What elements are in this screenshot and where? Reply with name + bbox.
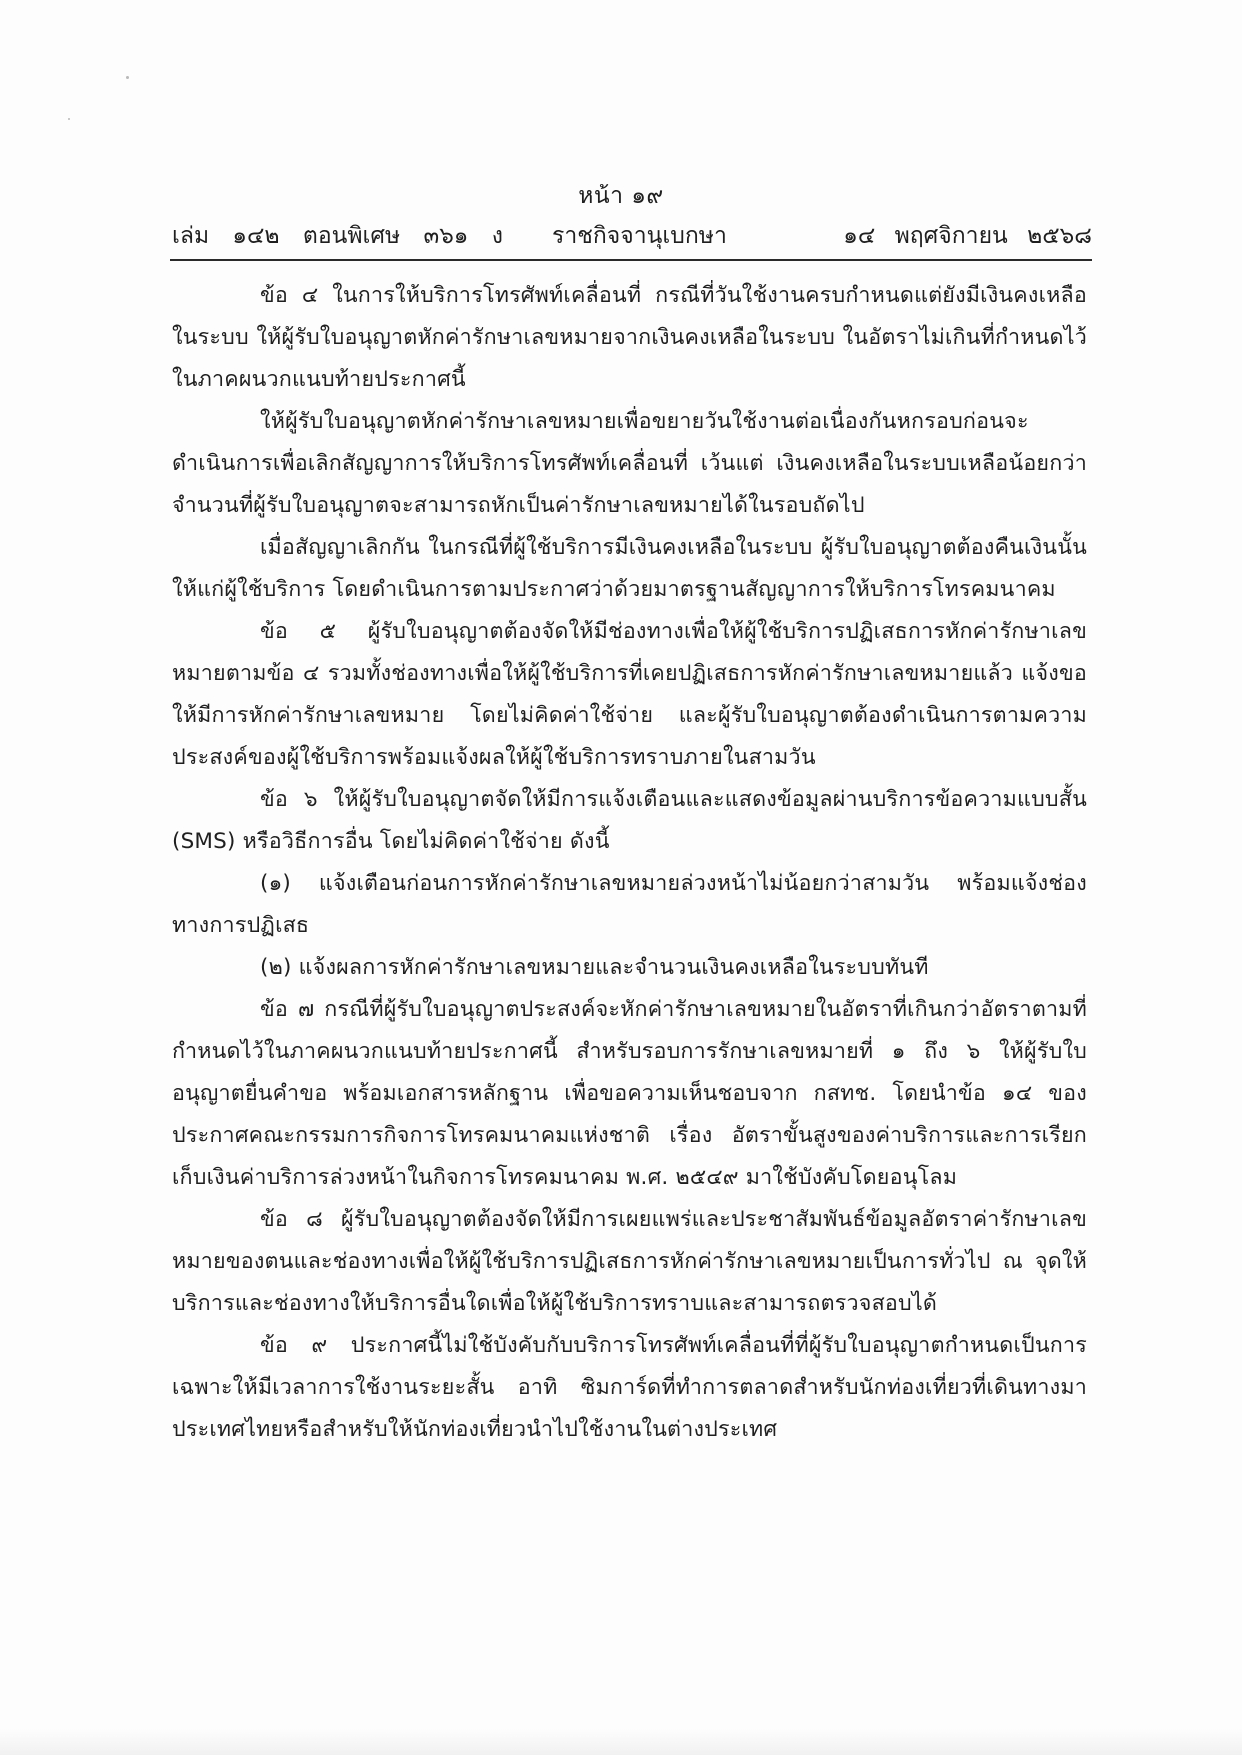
scan-speck	[68, 118, 70, 120]
clause-6-item-2: (๒) แจ้งผลการหักค่ารักษาเลขหมายและจำนวนเงินคงเหลือในระบบทันที	[260, 955, 929, 980]
clause-4-paragraph: ข้อ ๔ ในการให้บริการโทรศัพท์เคลื่อนที่ กรณีที่วันใช้งานครบกำหนดแต่ยังมีเงินคงเหลือในระบบ ให้ผู้รับใบอนุญาตหักค่ารักษาเลขหมายจากเงินคงเหลือในระบบ ในอัตราไม่เกินที่กำหนดไว้ในภาคผนวกแนบท้ายประกาศนี้	[172, 283, 1087, 392]
clause-6-paragraph: ข้อ ๖ ให้ผู้รับใบอนุญาตจัดให้มีการแจ้งเตือนและแสดงข้อมูลผ่านบริการข้อความแบบสั้น (SMS) หรือวิธีการอื่น โดยไม่คิดค่าใช้จ่าย ดังนี้	[172, 787, 1087, 854]
scan-speck	[126, 76, 129, 79]
page-number: หน้า ๑๙	[578, 183, 664, 209]
publication-name: ราชกิจจานุเบกษา	[552, 223, 727, 249]
gazette-header	[172, 218, 1092, 252]
document-body	[172, 275, 1087, 1451]
clause-6-item-1: (๑) แจ้งเตือนก่อนการหักค่ารักษาเลขหมายล่วงหน้าไม่น้อยกว่าสามวัน พร้อมแจ้งช่องทางการปฏิเสธ	[172, 871, 1087, 938]
publication-date: ๑๔ พฤศจิกายน ๒๕๖๘	[843, 223, 1092, 249]
header-divider	[170, 259, 1092, 261]
clause-5-paragraph: ข้อ ๕ ผู้รับใบอนุญาตต้องจัดให้มีช่องทางเพื่อให้ผู้ใช้บริการปฏิเสธการหักค่ารักษาเลขหมายตามข้อ ๔ รวมทั้งช่องทางเพื่อให้ผู้ใช้บริการที่เคยปฏิเสธการหักค่ารักษาเลขหมายแล้ว แจ้งขอให้มีการหักค่ารักษาเลขหมาย โดยไม่คิดค่าใช้จ่าย และผู้รับใบอนุญาตต้องดำเนินการตามความประสงค์ของผู้ใช้บริการพร้อมแจ้งผลให้ผู้ใช้บริการทราบภายในสามวัน	[172, 619, 1087, 770]
clause-4-paragraph-3: เมื่อสัญญาเลิกกัน ในกรณีที่ผู้ใช้บริการมีเงินคงเหลือในระบบ ผู้รับใบอนุญาตต้องคืนเงินนั้นให้แก่ผู้ใช้บริการ โดยดำเนินการตามประกาศว่าด้วยมาตรฐานสัญญาการให้บริการโทรคมนาคม	[172, 535, 1087, 602]
clause-9-paragraph: ข้อ ๙ ประกาศนี้ไม่ใช้บังคับกับบริการโทรศัพท์เคลื่อนที่ที่ผู้รับใบอนุญาตกำหนดเป็นการเฉพาะให้มีเวลาการใช้งานระยะสั้น อาทิ ซิมการ์ดที่ทำการตลาดสำหรับนักท่องเที่ยวที่เดินทางมาประเทศไทยหรือสำหรับให้นักท่องเที่ยวนำไปใช้งานในต่างประเทศ	[172, 1333, 1087, 1442]
clause-4-paragraph-2: ให้ผู้รับใบอนุญาตหักค่ารักษาเลขหมายเพื่อขยายวันใช้งานต่อเนื่องกันหกรอบก่อนจะดำเนินการเพื่อเลิกสัญญาการให้บริการโทรศัพท์เคลื่อนที่ เว้นแต่ เงินคงเหลือในระบบเหลือน้อยกว่าจำนวนที่ผู้รับใบอนุญาตจะสามารถหักเป็นค่ารักษาเลขหมายได้ในรอบถัดไป	[172, 409, 1087, 518]
clause-7-paragraph: ข้อ ๗ กรณีที่ผู้รับใบอนุญาตประสงค์จะหักค่ารักษาเลขหมายในอัตราที่เกินกว่าอัตราตามที่กำหนดไว้ในภาคผนวกแนบท้ายประกาศนี้ สำหรับรอบการรักษาเลขหมายที่ ๑ ถึง ๖ ให้ผู้รับใบอนุญาตยื่นคำขอ พร้อมเอกสารหลักฐาน เพื่อขอความเห็นชอบจาก กสทช. โดยนำข้อ ๑๔ ของประกาศคณะกรรมการกิจการโทรคมนาคมแห่งชาติ เรื่อง อัตราขั้นสูงของค่าบริการและการเรียกเก็บเงินค่าบริการล่วงหน้าในกิจการโทรคมนาคม พ.ศ. ๒๕๔๙ มาใช้บังคับโดยอนุโลม	[172, 997, 1087, 1190]
clause-8-paragraph: ข้อ ๘ ผู้รับใบอนุญาตต้องจัดให้มีการเผยแพร่และประชาสัมพันธ์ข้อมูลอัตราค่ารักษาเลขหมายของตนและช่องทางเพื่อให้ผู้ใช้บริการปฏิเสธการหักค่ารักษาเลขหมายเป็นการทั่วไป ณ จุดให้บริการและช่องทางให้บริการอื่นใดเพื่อให้ผู้ใช้บริการทราบและสามารถตรวจสอบได้	[172, 1207, 1087, 1316]
scan-bottom-edge	[0, 1729, 1242, 1755]
volume-info: เล่ม ๑๔๒ ตอนพิเศษ ๓๖๑ ง	[172, 223, 503, 249]
